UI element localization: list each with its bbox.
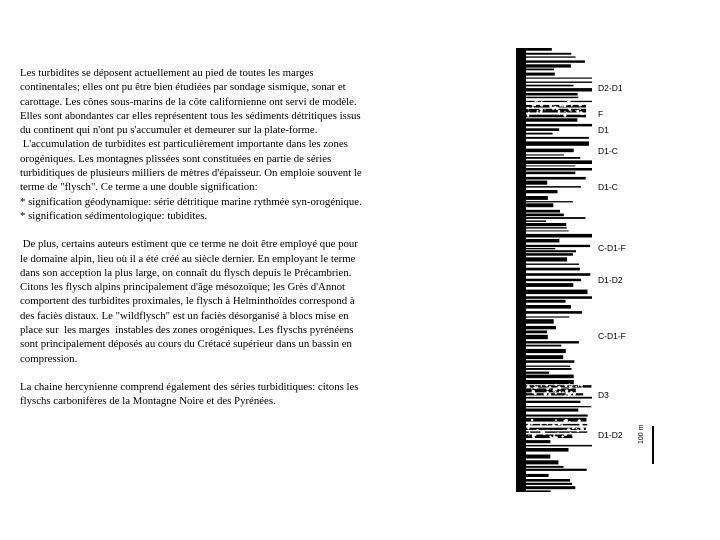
column-bed <box>526 48 552 51</box>
column-bed <box>526 415 588 417</box>
column-bed <box>526 469 587 471</box>
column-bed <box>526 245 590 247</box>
column-pebble <box>539 108 541 110</box>
column-bed <box>526 486 575 489</box>
column-bed <box>526 319 554 324</box>
column-bed <box>526 97 578 99</box>
bullet-geodynamic: * signification géodynamique: série détritique marine rythmée syn-orogénique. <box>20 195 362 208</box>
column-pebble <box>541 422 543 424</box>
facies-label-c-d1-f-upper: C-D1-F <box>598 243 626 253</box>
column-bed <box>526 460 558 464</box>
column-pebble <box>580 384 583 387</box>
column-pebble <box>561 424 563 426</box>
column-pebble <box>531 424 532 425</box>
column-pebble <box>567 428 570 431</box>
column-pebble <box>558 110 561 113</box>
column-bed <box>526 283 573 287</box>
column-bed <box>526 355 563 359</box>
column-pebble <box>580 114 582 116</box>
column-bed <box>526 165 575 166</box>
column-pebble <box>556 439 557 440</box>
column-pebble <box>540 110 543 113</box>
column-pebble <box>528 424 531 427</box>
facies-label-d1-d2-lower: D1-D2 <box>598 430 623 440</box>
column-bed <box>526 118 577 121</box>
column-bed <box>526 172 575 175</box>
column-bed <box>526 124 592 127</box>
column-pebble <box>540 424 542 426</box>
paragraph-hercynian: La chaine hercynienne comprend également des séries turbiditiques: citons les flyschs carbonifères de la Montagne Noire et des Pyrénées. <box>20 380 362 408</box>
column-pebble <box>563 430 564 431</box>
stratigraphic-column <box>512 48 592 492</box>
column-pebble <box>576 428 577 429</box>
column-pebble <box>555 388 558 391</box>
column-bed <box>526 53 571 55</box>
column-pebble <box>567 105 568 106</box>
column-bed <box>526 360 574 363</box>
column-pebble <box>569 383 571 385</box>
column-bed <box>526 60 585 62</box>
column-pebble <box>570 110 571 111</box>
column-pebble <box>575 386 576 387</box>
column-pebble <box>579 423 582 426</box>
column-bed <box>526 157 580 159</box>
column-pebble <box>569 387 571 389</box>
column-bed <box>526 305 571 309</box>
column-pebble <box>540 103 543 106</box>
column-pebble <box>577 421 580 424</box>
column-pebble <box>529 432 530 433</box>
column-drawing <box>512 48 592 492</box>
column-pebble <box>549 386 551 388</box>
facies-label-d2-d1: D2-D1 <box>598 83 623 93</box>
column-edge <box>516 48 526 492</box>
column-bed <box>526 196 548 200</box>
column-pebble <box>534 99 537 102</box>
column-bed <box>526 73 555 76</box>
facies-label-d1-c-upper: D1-C <box>598 146 618 156</box>
column-pebble <box>532 105 533 106</box>
facies-label-d3: D3 <box>598 390 609 400</box>
column-bed <box>526 128 559 131</box>
column-pebble <box>537 384 538 385</box>
column-pebble <box>531 388 532 389</box>
paragraph-flysch-alpin: De plus, certains auteurs estiment que ce terme ne doit être employé que pour le domaine alpin, lieu où il a été créé au siècle dernier. En employant le terme dans son acception la plus large, on connaît du flysch depuis le Précambrien. Citons les flysch alpins principalement d'âge mésozoïque; les Grès d'Annot comportent des turbidites proximales, le flysch à Helminthoïdes correspond à des faciès distaux. Le "wildflysch" est un faciès désorganisé à blocs mise en place sur les marges instables des zones orogéniques. Les flyschs pyrénéens sont principalement déposés au cours du Crétacé supérieur dans un bassin en compression. <box>20 238 361 365</box>
column-pebble <box>563 438 564 439</box>
body-text <box>20 66 365 409</box>
column-pebble <box>541 385 542 386</box>
column-bed <box>526 149 574 153</box>
column-bed <box>526 372 549 374</box>
column-bed <box>526 349 566 353</box>
column-bed <box>526 368 572 370</box>
column-pebble <box>531 419 533 421</box>
column-pebble <box>573 392 576 395</box>
column-pebble <box>578 390 581 393</box>
column-bed <box>526 424 587 426</box>
facies-label-d1: D1 <box>598 125 609 135</box>
column-bed <box>526 268 580 271</box>
column-bed <box>526 133 553 135</box>
column-pebble <box>553 434 555 436</box>
column-pebble <box>571 105 573 107</box>
column-pebble <box>530 433 531 434</box>
column-bed <box>526 483 572 485</box>
column-bed <box>526 448 569 452</box>
column-pebble <box>557 432 559 434</box>
column-bed <box>526 445 592 447</box>
column-pebble <box>565 419 568 422</box>
column-bed <box>526 203 553 207</box>
column-pebble <box>544 109 545 110</box>
column-pebble <box>575 110 576 111</box>
column-bed <box>526 406 591 407</box>
column-pebble <box>554 425 555 426</box>
column-pebble <box>549 113 550 114</box>
column-bed <box>526 257 567 261</box>
column-bed <box>526 380 574 384</box>
column-pebble <box>549 105 552 108</box>
column-pebble <box>562 105 564 107</box>
column-pebble <box>553 113 554 114</box>
column-pebble <box>546 388 549 391</box>
column-pebble <box>535 102 537 104</box>
column-bed <box>526 300 566 303</box>
column-pebble <box>582 100 583 101</box>
column-bed <box>526 85 574 87</box>
column-bed <box>526 440 550 443</box>
column-bed <box>526 227 567 228</box>
column-bed <box>526 253 573 256</box>
column-bed <box>526 234 592 238</box>
column-pebble <box>554 106 556 108</box>
column-pebble <box>580 109 581 110</box>
column-pebble <box>564 433 567 436</box>
column-pebble <box>528 112 530 114</box>
column-pebble <box>569 100 571 102</box>
facies-label-d1-d2-upper: D1-D2 <box>598 275 623 285</box>
column-bed <box>526 69 554 71</box>
column-bed <box>526 154 564 155</box>
column-pebble <box>554 384 555 385</box>
column-bed <box>526 474 549 477</box>
column-bed <box>526 345 561 347</box>
column-bed <box>526 409 578 412</box>
column-pebble <box>565 395 566 396</box>
column-pebble <box>578 385 579 386</box>
column-pebble <box>562 391 563 392</box>
column-pebble <box>569 421 571 423</box>
column-bed <box>526 248 555 249</box>
column-bed <box>526 264 579 265</box>
column-pebble <box>565 111 566 112</box>
column-pebble <box>565 384 568 387</box>
column-pebble <box>527 385 530 388</box>
column-pebble <box>550 438 552 440</box>
column-bed <box>526 190 558 193</box>
column-bed <box>526 279 581 282</box>
column-bed <box>526 78 592 79</box>
column-bed <box>526 181 547 185</box>
column-bed <box>526 366 570 367</box>
column-pebble <box>537 429 539 431</box>
column-pebble <box>533 392 535 394</box>
column-pebble <box>546 430 548 432</box>
column-bed <box>526 88 592 91</box>
column-bed <box>526 160 592 164</box>
column-pebble <box>527 115 529 117</box>
column-pebble <box>532 437 535 440</box>
column-bed <box>526 490 551 492</box>
column-pebble <box>534 386 537 389</box>
column-pebble <box>571 385 572 386</box>
column-bed <box>526 239 559 243</box>
column-bed <box>526 141 589 145</box>
column-pebble <box>528 435 529 436</box>
column-pebble <box>566 392 569 395</box>
column-bed <box>526 217 586 219</box>
column-bed <box>526 210 560 213</box>
column-bed <box>526 311 582 314</box>
column-pebble <box>563 114 566 117</box>
column-bed <box>526 341 579 343</box>
column-pebble <box>559 387 560 388</box>
scale-bar-line <box>652 426 654 464</box>
column-pebble <box>527 427 529 429</box>
column-pebble <box>559 104 562 107</box>
column-pebble <box>568 108 571 111</box>
column-pebble <box>566 395 567 396</box>
column-pebble <box>569 392 572 395</box>
paragraph-turbidites-margins: Les turbidites se déposent actuellement au pied de toutes les marges continentales; elles ont pu être bien étudiées par sondage sismique, sonar et carottage. Les cônes sous-marins de la côte californienne ont servi de modèle. Elles sont abondantes car elles représentent tous les sédiments détritiques issus du continent qui n'ont pu s'accumuler et demeurer sur la plate-forme. <box>20 67 364 137</box>
column-bed <box>526 214 564 217</box>
column-pebble <box>533 107 534 108</box>
column-bed <box>526 250 576 252</box>
column-bed <box>526 455 550 459</box>
column-pebble <box>559 114 560 115</box>
column-pebble <box>578 435 581 438</box>
column-pebble <box>576 110 579 113</box>
column-pebble <box>544 392 547 395</box>
column-bed <box>526 401 580 403</box>
column-pebble <box>537 110 539 112</box>
column-pebble <box>579 103 582 106</box>
column-pebble <box>528 102 530 104</box>
column-bed <box>526 56 576 57</box>
column-bed <box>526 375 574 379</box>
column-pebble <box>555 391 556 392</box>
bullet-sedimentologic: * signification sédimentologique: tubidites. <box>20 209 208 222</box>
column-pebble <box>553 435 555 437</box>
column-pebble <box>532 434 535 437</box>
column-bed <box>526 296 592 299</box>
column-pebble <box>580 426 583 429</box>
column-pebble <box>558 422 561 425</box>
scale-bar <box>640 426 660 466</box>
column-pebble <box>527 107 529 109</box>
column-bed <box>526 316 569 317</box>
column-pebble <box>577 429 580 432</box>
column-bed <box>526 479 570 482</box>
column-bed <box>526 466 564 468</box>
scale-bar-label: 100 m <box>638 424 645 444</box>
column-bed <box>526 331 547 334</box>
column-pebble <box>582 387 583 388</box>
column-pebble <box>548 393 551 396</box>
column-bed <box>526 290 588 295</box>
column-pebble <box>555 419 557 421</box>
column-bed <box>526 186 581 188</box>
column-bed <box>526 273 590 276</box>
facies-label-c-d1-f-lower: C-D1-F <box>598 331 626 341</box>
facies-label-d1-c-lower: D1-C <box>598 182 618 192</box>
column-pebble <box>555 384 557 386</box>
column-bed <box>526 115 586 118</box>
column-pebble <box>535 434 537 436</box>
column-bed <box>526 326 556 329</box>
column-bed <box>526 220 546 222</box>
column-pebble <box>546 423 548 425</box>
column-bed <box>526 168 592 171</box>
column-pebble <box>566 112 567 113</box>
column-pebble <box>536 112 538 114</box>
column-bed <box>526 223 566 226</box>
column-pebble <box>571 395 572 396</box>
column-pebble <box>528 109 529 110</box>
column-pebble <box>570 432 571 433</box>
column-pebble <box>559 391 561 393</box>
column-pebble <box>564 104 567 107</box>
column-bed <box>526 177 586 180</box>
column-bed <box>526 335 548 339</box>
column-pebble <box>552 424 554 426</box>
column-pebble <box>540 430 543 433</box>
column-bed <box>526 397 592 399</box>
column-bed <box>526 93 578 96</box>
column-pebble <box>543 99 545 101</box>
paragraph-orogenic-zones: L'accumulation de turbidites est particulièrement importante dans les zones orogéniques. Les montagnes plissées sont constituées en partie de séries turbiditiques de plusieurs milliers de mètres d'épaisseur. On emploie souvent le terme de "flysch". Ce terme a une double signification: <box>20 138 365 194</box>
column-bed <box>526 137 589 139</box>
column-pebble <box>565 391 566 392</box>
column-pebble <box>534 104 536 106</box>
column-pebble <box>534 385 535 386</box>
column-bed <box>526 201 573 202</box>
facies-label-f: F <box>598 109 604 119</box>
column-pebble <box>561 435 563 437</box>
column-bed <box>526 230 569 231</box>
column-pebble <box>530 103 532 105</box>
column-pebble <box>545 384 548 387</box>
column-pebble <box>555 393 557 395</box>
column-pebble <box>564 111 565 112</box>
column-bed <box>526 64 571 67</box>
column-pebble <box>546 391 548 393</box>
column-pebble <box>534 393 537 396</box>
column-pebble <box>572 426 575 429</box>
column-bed <box>526 82 592 83</box>
column-pebble <box>552 103 555 106</box>
column-pebble <box>572 435 574 437</box>
